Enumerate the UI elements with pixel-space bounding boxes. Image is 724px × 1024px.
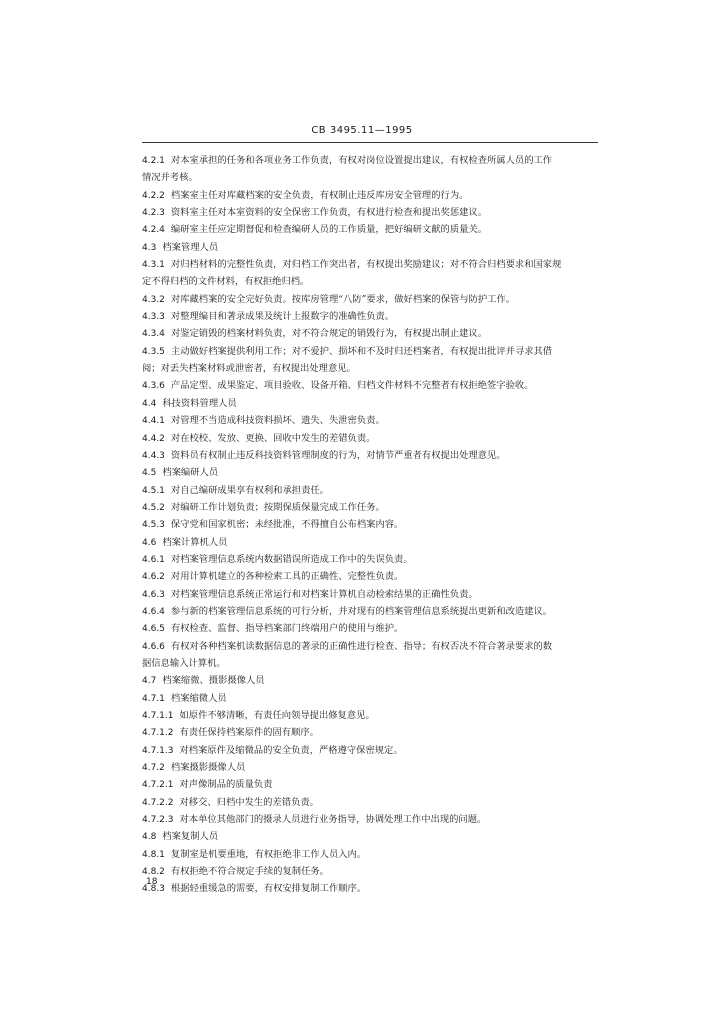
clause-number: 4.7.2.3: [142, 815, 174, 826]
text-line: [142, 343, 600, 360]
clause-number: 4.2.2: [142, 190, 165, 201]
text-line: [142, 603, 600, 620]
clause-number: 4.3.4: [142, 329, 165, 340]
clause-number: 4.6.4: [142, 606, 165, 617]
clause-number: 4.8.1: [142, 849, 165, 860]
clause-number: 4.7.2.1: [142, 780, 174, 791]
clause-text: 对声像制品的质量负责: [179, 779, 273, 791]
text-line: [142, 724, 600, 741]
text-line: [142, 291, 600, 308]
clause-number: 4.5.2: [142, 502, 165, 513]
clause-text: 如原件不够清晰，有责任向领导提出修复意见。: [179, 710, 375, 721]
text-line: [142, 586, 600, 603]
clause-number: 4.2.1: [142, 156, 165, 166]
clause-text: 档案管理人员: [162, 241, 219, 253]
text-line: [142, 256, 600, 273]
clause-text: 有权拒绝不符合规定手续的复制任务。: [170, 866, 329, 878]
text-line: [142, 534, 600, 551]
clause-number: 4.2.4: [142, 225, 165, 236]
clause-number: 4.7.2.2: [142, 797, 174, 808]
clause-text: 对归档材料的完整性负责，对归档工作突出者，有权提出奖励建议；对不符合归档要求和国家规: [170, 259, 562, 271]
clause-text: 有责任保持档案原件的固有顺序。: [179, 727, 319, 739]
text-line: [142, 447, 600, 464]
text-line: [142, 690, 600, 707]
text-line: [142, 620, 600, 637]
clause-text: 有权对各种档案机读数据信息的著录的正确性进行检查、指导；有权否决不符合著录要求的数: [170, 640, 553, 652]
text-line: [142, 325, 600, 342]
clause-text: 对整理编目和著录成果及统计上报数字的准确性负责。: [170, 311, 395, 323]
text-line: [142, 776, 600, 793]
clause-number: 4.2.3: [142, 208, 165, 219]
clause-text: 档案计算机人员: [162, 536, 228, 548]
page-number: 18: [146, 877, 158, 887]
clause-text: 据信息输入计算机。: [142, 657, 226, 669]
clause-number: 4.8.2: [142, 867, 165, 878]
clause-number: 4.4.3: [142, 450, 165, 461]
clause-number: 4.6.6: [142, 641, 165, 652]
clause-text: 复制室是机要重地，有权拒绝非工作人员入内。: [170, 848, 367, 860]
text-line: [142, 204, 600, 221]
clause-number: 4.8.3: [142, 884, 165, 895]
text-line: [142, 568, 600, 585]
clause-text: 主动做好档案提供利用工作；对不爱护、损坏和不及时归还档案者，有权提出批评并寻求其借: [170, 345, 553, 357]
clause-text: 对档案管理信息系统正常运行和对档案计算机自动检索结果的正确性负责。: [170, 588, 478, 600]
clause-number: 4.7.1.1: [142, 711, 174, 721]
clause-text: 资料员有权制止违反科技资料管理制度的行为，对情节严重者有权提出处理意见。: [170, 449, 506, 461]
text-line: [142, 308, 600, 325]
clause-number: 4.6.5: [142, 624, 165, 635]
text-line: [142, 499, 600, 516]
text-line: [142, 482, 600, 499]
clause-number: 4.4.2: [142, 433, 165, 444]
text-line: [142, 360, 600, 377]
clause-number: 4.6.3: [142, 589, 165, 600]
text-line: [142, 152, 600, 169]
text-line: [142, 221, 600, 238]
clause-text: 情况并考核。: [142, 172, 198, 184]
clause-text: 科技资料管理人员: [162, 397, 237, 409]
clause-text: 对编研工作计划负责；按期保质保量完成工作任务。: [170, 501, 385, 513]
text-line: [142, 464, 600, 481]
clause-text: 对库藏档案的安全完好负责。按库房管理“八防”要求，做好档案的保管与防护工作。: [170, 293, 516, 305]
clause-number: 4.5.1: [142, 485, 165, 496]
text-line: [142, 811, 600, 828]
text-line: [142, 239, 600, 256]
text-line: [142, 828, 600, 845]
text-line: [142, 707, 600, 724]
clause-number: 4.7: [142, 676, 157, 687]
clause-text: 保守党和国家机密；未经批准，不得擅自公布档案内容。: [170, 519, 404, 531]
text-line: [142, 846, 600, 863]
clause-number: 4.5.3: [142, 520, 165, 531]
clause-text: 对移交、归档中发生的差错负责。: [179, 796, 319, 808]
text-line: [142, 273, 600, 290]
clause-number: 4.3.1: [142, 260, 165, 271]
text-line: [142, 377, 600, 394]
header-divider: [142, 142, 598, 143]
clause-text: 档案室主任对库藏档案的安全负责，有权制止违反库房安全管理的行为。: [170, 189, 469, 201]
text-line: [142, 169, 600, 186]
clause-number: 4.8: [142, 832, 157, 843]
clause-text: 对本室承担的任务和各项业务工作负责，有权对岗位设置提出建议，有权检查所属人员的工作: [170, 155, 553, 166]
clause-text: 档案缩微人员: [170, 692, 227, 704]
clause-text: 阅；对丢失档案材料或泄密者，有权提出处理意见。: [142, 363, 356, 375]
clause-text: 资料室主任对本室资料的安全保密工作负责，有权进行检查和提出奖惩建议。: [170, 207, 488, 219]
clause-text: 对用计算机建立的各种检索工具的正确性、完整性负责。: [170, 571, 404, 583]
text-line: [142, 395, 600, 412]
clause-text: 产品定型、成果鉴定、项目验收、设备开箱、归档文件材料不完整者有权拒绝签字验收。: [170, 380, 534, 392]
text-line: [142, 638, 600, 655]
clause-text: 档案编研人员: [162, 467, 219, 479]
text-line: [142, 412, 600, 429]
text-line: [142, 759, 600, 776]
clause-text: 对在校校、发放、更换、回收中发生的差错负责。: [170, 432, 376, 444]
text-line: [142, 672, 600, 689]
text-line: [142, 880, 600, 897]
text-line: [142, 187, 600, 204]
text-line: [142, 863, 600, 880]
clause-text: 根据轻重缓急的需要，有权安排复制工作顺序。: [170, 883, 367, 895]
clause-text: 对档案管理信息系统内数据错误所造成工作中的失误负责。: [170, 553, 413, 565]
clause-text: 对鉴定销毁的档案材料负责，对不符合规定的销毁行为，有权提出制止建议。: [170, 328, 488, 340]
clause-number: 4.6: [142, 537, 157, 548]
clause-text: 对自己编研成果享有权利和承担责任。: [170, 484, 329, 496]
clause-number: 4.6.1: [142, 554, 165, 565]
clause-number: 4.6.2: [142, 572, 165, 583]
clause-text: 参与新的档案管理信息系统的可行分析，并对现有的档案管理信息系统提出更新和改造建议。: [170, 605, 553, 617]
clause-number: 4.3.6: [142, 381, 165, 392]
body-text: [142, 152, 600, 898]
clause-number: 4.7.1.3: [142, 745, 174, 756]
standard-code-header: CB 3495.11—1995: [311, 125, 413, 136]
clause-text: 编研室主任应定期督促和检查编研人员的工作质量，把好编研文献的质量关。: [170, 224, 488, 236]
clause-number: 4.7.2: [142, 763, 165, 774]
text-line: [142, 742, 600, 759]
clause-text: 有权检查、监督、指导档案部门终端用户的使用与维护。: [170, 623, 404, 635]
clause-text: 对档案原件及缩微品的安全负责，严格遵守保密规定。: [179, 744, 403, 756]
clause-number: 4.7.1: [142, 693, 165, 704]
text-line: [142, 551, 600, 568]
clause-number: 4.5: [142, 468, 157, 479]
clause-text: 档案复制人员: [162, 831, 219, 843]
clause-number: 4.7.1.2: [142, 728, 174, 739]
clause-text: 档案缩微、摄影摄像人员: [162, 675, 265, 687]
clause-text: 定不得归档的文件材料，有权拒绝归档。: [142, 276, 310, 288]
text-line: [142, 794, 600, 811]
clause-text: 对管理不当造成科技资料损坏、遗失、失泄密负责。: [170, 415, 385, 427]
text-line: [142, 516, 600, 533]
clause-number: 4.3.3: [142, 312, 165, 323]
clause-number: 4.4.1: [142, 416, 165, 427]
clause-number: 4.3.5: [142, 346, 165, 357]
clause-number: 4.3.2: [142, 294, 165, 305]
clause-number: 4.4: [142, 398, 157, 409]
clause-number: 4.3: [142, 242, 157, 253]
clause-text: 对本单位其他部门的摄录人员进行业务指导，协调处理工作中出现的问题。: [179, 814, 487, 826]
clause-text: 档案摄影摄像人员: [170, 762, 246, 774]
text-line: [142, 430, 600, 447]
text-line: [142, 655, 600, 672]
